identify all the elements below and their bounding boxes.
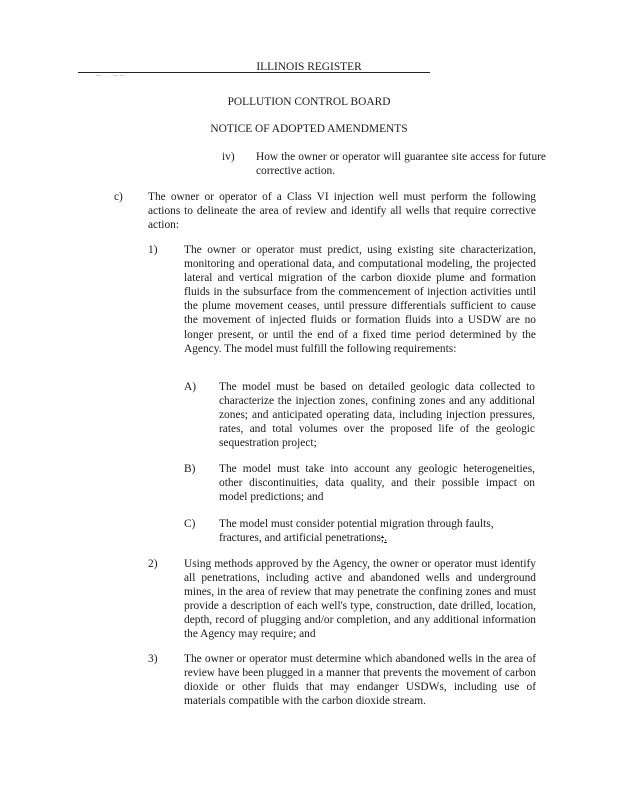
item-1b-text: The model must take into account any geologic heterogeneities, other discontinuities, data quality, and their possible impact on model predictions; and xyxy=(219,463,535,504)
header-mark: — . —— xyxy=(96,74,127,79)
item-2-text: Using methods approved by the Agency, the owner or operator must identify all penetrations, including active and abandoned wells and underground mines, in the area of review that may penetrate the confining zones and must provide a description of each well's type, construction, date drilled, location, depth, record of plugging and/or completion, and any additional information the Agency may require; and xyxy=(184,558,536,641)
item-1a-label: A) xyxy=(184,381,197,393)
board-title: POLLUTION CONTROL BOARD xyxy=(227,96,391,108)
register-title: ILLINOIS REGISTER xyxy=(256,61,362,73)
item-1-label: 1) xyxy=(148,244,158,256)
item-1c-main: The model must consider potential migration through faults, fractures, and artificial penetrations xyxy=(219,518,494,545)
item-1a-text: The model must be based on detailed geologic data collected to characterize the injection zones, confining zones and any additional zones; and anticipated operating data, including injection pressures, rates, and total volumes over the proposed life of the geologic sequestration project; xyxy=(219,381,535,450)
item-iv-label: iv) xyxy=(222,151,235,163)
section-c-text: The owner or operator of a Class VI injection well must perform the following actions to delineate the area of review and identify all wells that require corrective action: xyxy=(148,191,536,232)
item-2-label: 2) xyxy=(148,558,158,570)
item-1c-end: . xyxy=(384,532,387,545)
item-1c-text xyxy=(219,517,519,545)
item-3-text: The owner or operator must determine which abandoned wells in the area of review have been plugged in a manner that prevents the movement of carbon dioxide or other fluids that may endanger USDWs, including use of materials compatible with the carbon dioxide stream. xyxy=(184,653,536,708)
item-1b-label: B) xyxy=(184,463,196,475)
item-1-text: The owner or operator must predict, using existing site characterization, monitoring and operational data, and computational modeling, the projected lateral and vertical migration of the carbon dioxide plume and formation fluids in the subsurface from the commencement of injection activities until the plume movement ceases, until pressure differentials sufficient to cause the movement of injected fluids or formation fluids into a USDW are no longer present, or until the end of a fixed time period determined by the Agency. The model must fulfill the following requirements: xyxy=(184,244,536,355)
item-1c-label: C) xyxy=(184,518,196,530)
notice-title: NOTICE OF ADOPTED AMENDMENTS xyxy=(210,123,408,135)
item-iv-text: How the owner or operator will guarantee site access for future corrective action. xyxy=(256,151,546,178)
item-1c-struck: ; xyxy=(380,532,385,545)
section-c-label: c) xyxy=(114,191,123,203)
item-3-label: 3) xyxy=(148,653,158,665)
